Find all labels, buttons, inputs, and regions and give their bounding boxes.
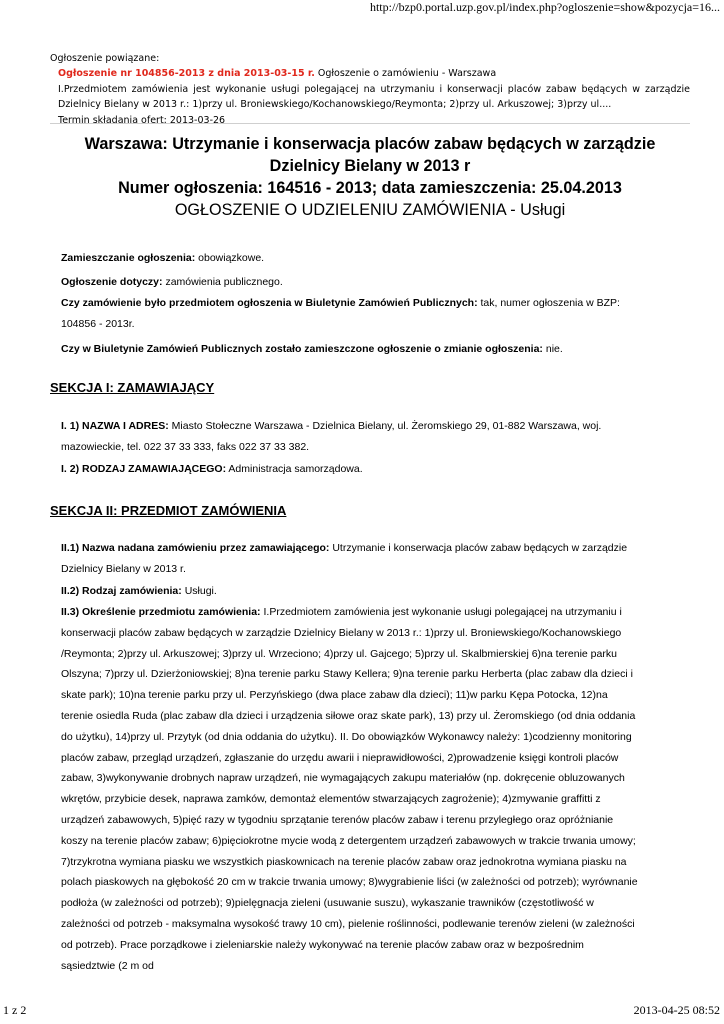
notice-title-line1: Warszawa: Utrzymanie i konserwacja placów zabaw będących w zarządzie [84,135,656,153]
notice-title-line2: Dzielnicy Bielany w 2013 r [269,157,471,175]
print-url: http://bzp0.portal.uzp.gov.pl/index.php?ogloszenie=show&pozycja=16... [369,0,720,14]
field-order-name-label: II.1) Nazwa nadana zamówieniu przez zamawiającego: [61,542,330,554]
related-notice-headline [50,66,690,81]
field-order-kind-value: Usługi. [181,585,217,597]
page-counter: 1 z 2 [3,1003,27,1017]
field-placement-value: obowiązkowe. [195,252,265,264]
field-placement-label: Zamieszczanie ogłoszenia: [61,252,196,264]
field-buyer-type-value: Administracja samorządowa. [226,463,363,475]
field-order-name-value: Utrzymanie i konserwacja placów zabaw będących w zarządzie Dzielnicy Bielany w 2013 r. [61,542,628,575]
section1-title: SEKCJA I: ZAMAWIAJĄCY [50,380,215,395]
related-notice-deadline: Termin składania ofert: 2013-03-26 [58,114,226,126]
field-concerns-value: zamówienia publicznego. [162,276,283,288]
field-name-address-label: I. 1) NAZWA I ADRES: [61,420,169,432]
notice-type: OGŁOSZENIE O UDZIELENIU ZAMÓWIENIA - Usługi [174,201,566,219]
field-order-description-label: II.3) Określenie przedmiotu zamówienia: [61,606,261,618]
print-timestamp: 2013-04-25 08:52 [633,1003,720,1017]
field-change-value: nie. [542,343,563,355]
field-concerns [61,272,683,293]
notice-number: Numer ogłoszenia: 164516 - 2013; data zamieszczenia: 25.04.2013 [118,179,622,197]
field-name-address-value: Miasto Stołeczne Warszawa - Dzielnica Bielany, ul. Żeromskiego 29, 01-882 Warszawa, woj. mazowieckie, tel. 022 37 33 333, faks 022 37 33 382. [61,420,602,453]
related-notice-link-suffix: Ogłoszenie o zamówieniu - Warszawa [314,68,497,80]
field-concerns-label: Ogłoszenie dotyczy: [61,276,163,288]
field-order-kind-label: II.2) Rodzaj zamówienia: [61,585,182,597]
related-notice-link[interactable]: Ogłoszenie nr 104856-2013 z dnia 2013-03-15 r. [58,68,315,80]
field-order-description-value: I.Przedmiotem zamówienia jest wykonanie usługi polegającej na utrzymaniu i konserwacji placów zabaw będących w zarządzie Dzielnicy Bielany w 2013 r.: 1)przy ul. Broniewskiego/Kochanowskiego /Reymonta; 2)przy ul. Arkuszowej; 3)przy ul. Wrzeciono; 4)przy ul. Gajcego; 5)przy ul. Skalbmierskiej 6)na terenie parku Olszyna; 7)przy ul. Dzierżoniowskiej; 8)na terenie parku Stawy Kellera; 9)na terenie parku Herberta (plac zabaw dla dzieci i skate park); 10)na terenie parku przy ul. Perzyńskiego (dwa place zabaw dla dzieci); 11)w parku Kępa Potocka, 12)na terenie osiedla Ruda (plac zabaw dla dzieci i urządzenia siłowe oraz skate park), 13) przy ul. Żeromskiego (od dnia oddania do użytku), 14)przy ul. Przytyk (od dnia oddania do użytku). II. Do obowiązków Wykonawcy należy: 1)codzienny monitoring placów zabaw, przegląd urządzeń, zgłaszanie do urzędu awarii i nieprawidłowości, 2)prowadzenie księgi kontroli placów zabaw, 3)wykonywanie drobnych napraw urządzeń, nie wymagających zakupu materiałów (np. dokręcenie obluzowanych wkrętów, przybicie desek, naprawa zamków, demontaż elementów stwarzających zagrożenie); 4)zmywanie graffitti z urządzeń zabawowych, 5)pięć razy w tygodniu sprzątanie terenów placów zabaw i terenu przyległego oraz opróżnianie koszy na terenie placów zabaw; 6)pięciokrotne mycie wodą z detergentem urządzeń zabawowych w trakcie trwania umowy; 7)trzykrotna wymiana piasku we wszystkich piaskownicach na terenie placów zabaw oraz jednokrotna wymiana piasku na polach piaskowych na głębokość 20 cm w trakcie trwania umowy; 8)wygrabienie liści (w zależności od potrzeb); wyrównanie podłoża (w zależności od potrzeb); 9)pielęgnacja zieleni (usuwanie suszu), wykaszanie trawników (częstotliwość w zależności od potrzeb - maksymalna wysokość trawy 10 cm), pielenie roślinności, podlewanie terenów zieleni (w zależności od potrzeb). Prace porządkowe i zieleniarskie należy wykonywać na terenie placów zabaw oraz w bezpośrednim sąsiedztwie (2 m od [61,606,638,972]
field-buyer-type-label: I. 2) RODZAJ ZAMAWIAJĄCEGO: [61,463,227,475]
related-notice-label: Ogłoszenie powiązane: [50,53,160,64]
field-order-kind [61,581,683,602]
divider [50,123,690,124]
field-bzp [61,293,651,335]
related-notice-description: I.Przedmiotem zamówienia jest wykonanie usługi polegającej na utrzymaniu i konserwacji placów zabaw będących w zarządzie Dzielnicy Bielany w 2013 r.: 1)przy ul. Broniewskiego/Kochanowskiego/Reymonta; 2)przy ul. Arkuszowej; 3)przy ul.... [58,83,690,111]
field-bzp-value: tak, numer ogłoszenia w BZP: 104856 - 2013r. [61,297,620,330]
field-order-description [61,602,639,976]
related-notice [50,51,690,128]
field-change-label: Czy w Biuletynie Zamówień Publicznych zostało zamieszczone ogłoszenie o zmianie ogłoszenia: [61,343,543,355]
field-placement [61,248,683,269]
field-change [61,339,683,360]
field-buyer-type [61,459,683,480]
field-name-address [61,416,626,458]
section2-title: SEKCJA II: PRZEDMIOT ZAMÓWIENIA [50,503,287,518]
field-order-name [61,538,661,580]
field-bzp-label: Czy zamówienie było przedmiotem ogłoszenia w Biuletynie Zamówień Publicznych: [61,297,478,309]
notice-heading [60,133,680,221]
